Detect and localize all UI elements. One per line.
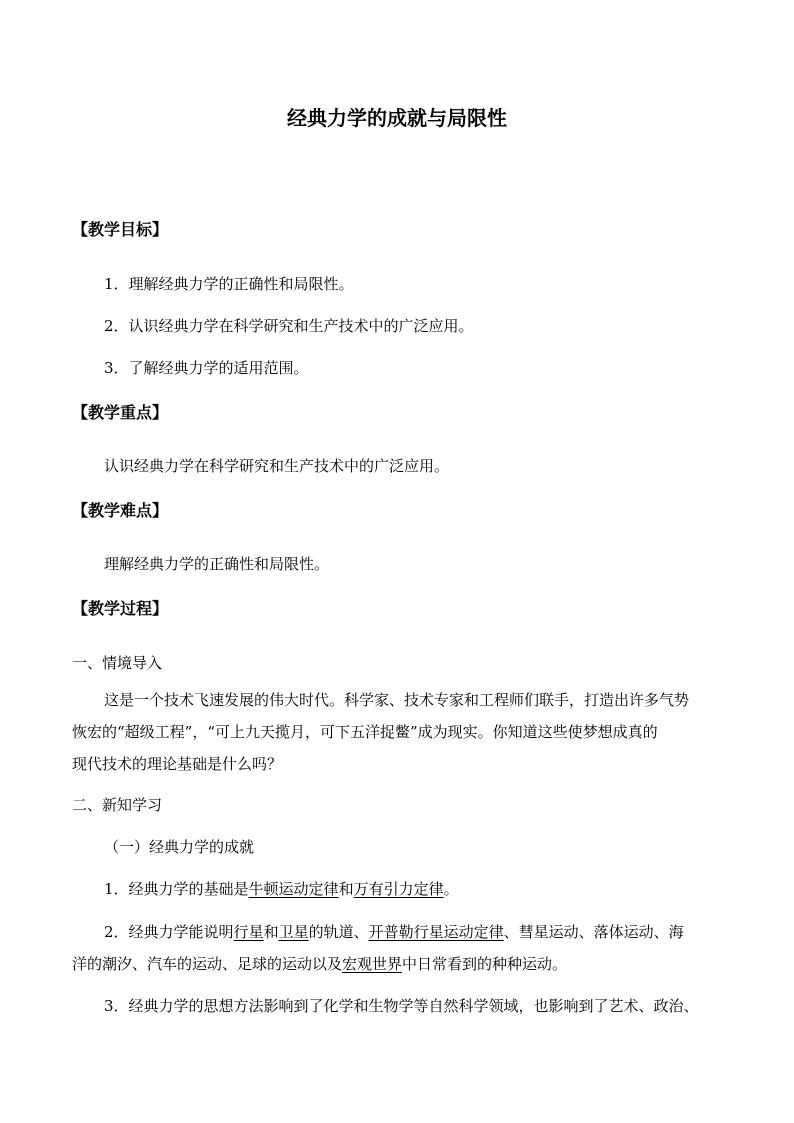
paragraph-line: 恢宏的“超级工程”，“可上九天揽月，可下五洋捉鳖”成为现实。你知道这些使梦想成真的: [72, 723, 658, 741]
objective-item: 1．理解经典力学的正确性和局限性。: [104, 275, 354, 293]
underlined-term: 行星: [233, 923, 264, 941]
item-text: 。: [443, 880, 459, 898]
item-text: 2．经典力学能说明: [104, 923, 234, 941]
achievement-item-1: [104, 878, 459, 900]
paragraph-line: 这是一个技术飞速发展的伟大时代。科学家、技术专家和工程师们联手，打造出许多气势: [104, 691, 690, 709]
difficulties-text: 理解经典力学的正确性和局限性。: [104, 555, 330, 573]
underlined-term: 卫星: [278, 923, 309, 941]
item-text: 和: [338, 880, 354, 898]
objective-item: 2．认识经典力学在科学研究和生产技术中的广泛应用。: [104, 317, 474, 335]
achievement-item-2-cont: [72, 953, 567, 975]
key-points-text: 认识经典力学在科学研究和生产技术中的广泛应用。: [104, 457, 450, 475]
item-text: 、彗星运动、落体运动、海: [503, 923, 684, 941]
achievement-item-3: 3．经典力学的思想方法影响到了化学和生物学等自然科学领域，也影响到了艺术、政治、: [104, 997, 699, 1015]
page-title: 经典力学的成就与局限性: [287, 106, 507, 130]
underlined-term: 牛顿运动定律: [248, 880, 339, 898]
achievement-item-2: [104, 921, 684, 943]
process-heading: 【教学过程】: [72, 599, 169, 618]
item-text: 1．经典力学的基础是: [104, 880, 249, 898]
objective-item: 3．了解经典力学的适用范围。: [104, 359, 309, 377]
underlined-term: 宏观世界: [342, 955, 403, 973]
paragraph-line: 现代技术的理论基础是什么吗？: [72, 755, 283, 773]
underlined-term: 开普勒行星运动定律: [368, 923, 504, 941]
difficulties-heading: 【教学难点】: [72, 501, 169, 520]
subsection-heading: （一）经典力学的成就: [104, 838, 255, 856]
item-text: 洋的潮汐、汽车的运动、足球的运动以及: [72, 955, 343, 973]
objectives-heading: 【教学目标】: [72, 220, 169, 239]
key-points-heading: 【教学重点】: [72, 403, 169, 422]
intro-heading: 一、情境导入: [72, 654, 163, 672]
item-text: 的轨道、: [308, 923, 369, 941]
item-text: 中日常看到的种种运动。: [402, 955, 568, 973]
new-learning-heading: 二、新知学习: [72, 796, 163, 814]
item-text: 和: [263, 923, 279, 941]
underlined-term: 万有引力定律: [353, 880, 444, 898]
